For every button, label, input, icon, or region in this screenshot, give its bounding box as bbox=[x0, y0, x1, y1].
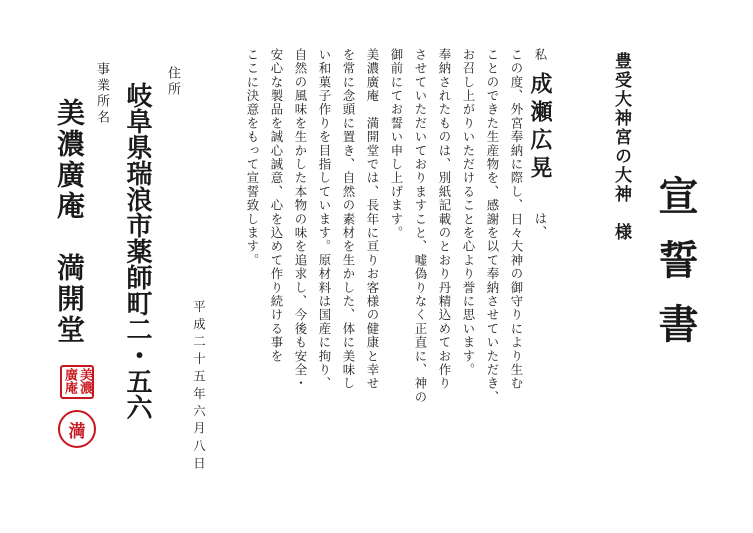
particle: は、 bbox=[533, 211, 548, 240]
date: 平成二十五年六月八日 bbox=[191, 300, 207, 474]
body-line: ことのできた生産物を、感謝を以て奉納させていただき、 bbox=[485, 48, 500, 405]
address: 岐阜県瑞浪市薬師町二・五六 bbox=[122, 82, 152, 420]
body-text bbox=[216, 48, 553, 405]
body-line: 安心な製品を誠心誠意、心を込めて作り続ける事を bbox=[269, 48, 284, 364]
document-title: 宣誓書 bbox=[652, 175, 699, 367]
body-line: この度、外宮奉納に際し、日々大神の御守りにより生む bbox=[509, 48, 524, 391]
signer-line bbox=[528, 48, 552, 326]
pronoun: 私 bbox=[533, 48, 548, 62]
business-label: 事業所名 bbox=[94, 62, 109, 126]
body-line: を常に念頭に置き、自然の素材を生かした、体に美味し bbox=[341, 48, 356, 391]
address-label: 住所 bbox=[165, 66, 180, 98]
body-line: い和菓子作りを目指しています。原材料は国産に拘り、 bbox=[317, 48, 332, 391]
body-line: させていただいておりますこと、嘘偽りなく正直に、神の bbox=[413, 48, 428, 405]
body-line: 美濃廣庵 満開堂では、長年に亘りお客様の健康と幸せ bbox=[365, 48, 380, 391]
body-line: 奉納されたものは、別紙記載のとおり丹精込めてお作り bbox=[437, 48, 452, 391]
body-line: お召し上がりいただけることを心より誉に思います。 bbox=[461, 48, 476, 377]
body-line: 自然の風味を生かした本物の味を追求し、今後も安全・ bbox=[293, 48, 308, 391]
body-line: ここに決意をもって宣誓致します。 bbox=[245, 48, 260, 268]
body-line: 御前にてお誓い申し上げます。 bbox=[389, 48, 404, 240]
square-seal: 美濃廣庵 bbox=[60, 365, 94, 399]
addressee: 豊受大神宮の大神 様 bbox=[611, 52, 631, 242]
signer-name: 成瀬広晃 bbox=[527, 71, 553, 184]
business-name: 美濃廣庵 満開堂 bbox=[53, 98, 86, 346]
round-seal: 満 bbox=[58, 410, 96, 448]
